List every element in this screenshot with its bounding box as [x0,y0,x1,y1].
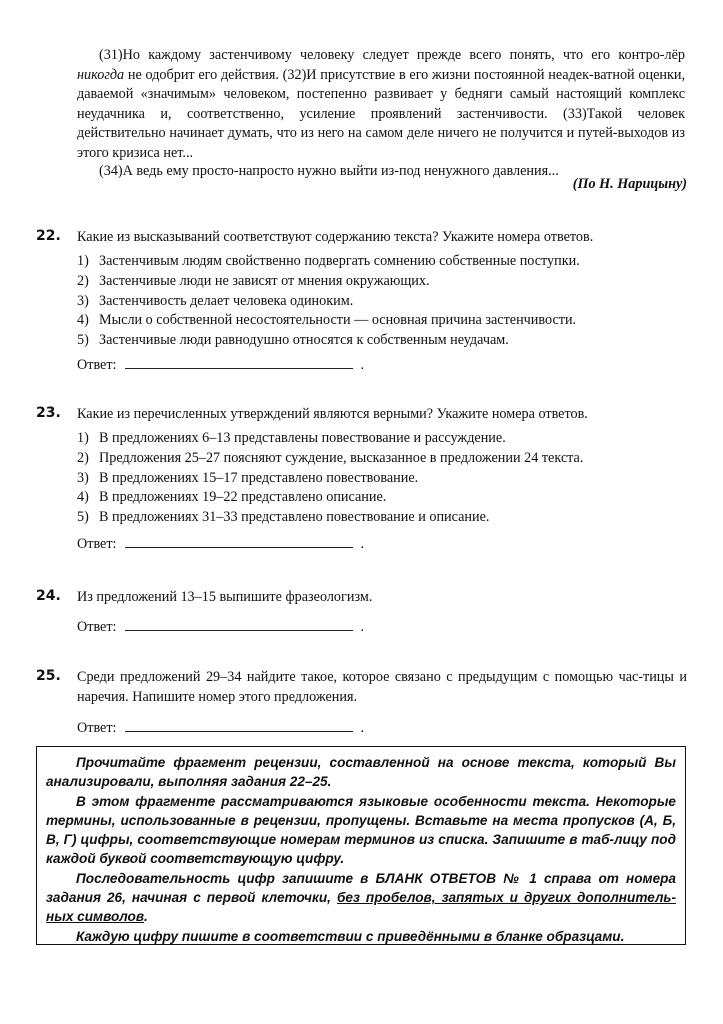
answer-row: Ответ: . [77,619,365,635]
passage-sentences-32-33: не одобрит его действия. (32)И присутствие в его жизни постоянной неадек-ватной оценки, даваемой «значимым» человеком, постепенно развивает у бедняги самый настоящий комплекс неудачника и, соответственно, усиление проявлений застенчивости. (33)Такой человек действительно начинает думать, что из него на самом деле ничего не получится и путей-выходов из этого кризиса нет... [77,66,685,161]
answer-field[interactable] [125,535,353,548]
answer-label: Ответ: [77,357,117,373]
answer-row: Ответ: . [77,720,365,736]
passage-sentence-31: (31)Но каждому застенчивому человеку следует прежде всего понять, что его контро-лёр [99,47,685,63]
instruction-paragraph: Каждую цифру пишите в соответствии с приведёнными в бланке образцами. [76,928,625,944]
task-number: 22. [36,228,61,244]
task-question: Какие из перечисленных утверждений являются верными? Укажите номера ответов. [77,406,588,422]
option-item: 1) В предложениях 6–13 представлены повествование и рассуждение. [77,430,506,446]
options-list [77,252,687,351]
option-item: 4) В предложениях 19–22 представлено описание. [77,489,387,506]
task-number: 24. [36,588,61,604]
instruction-box [36,746,686,945]
underlined-emphasis: без пробелов, запятых и других дополнитель-ных символов [46,890,677,925]
passage-text [77,46,685,163]
passage-sentence-34: (34)А ведь ему просто-напросто нужно выйти из-под ненужного давления... [99,163,559,179]
instruction-paragraph: Прочитайте фрагмент рецензии, составленной на основе текста, который Вы анализировали, выполняя задания 22–25. [46,755,676,790]
option-item: 2) Предложения 25–27 поясняют суждение, высказанное в предложении 24 текста. [77,449,584,466]
instruction-text [46,753,676,946]
option-item: 5) В предложениях 31–33 представлено повествование и описание. [77,509,490,526]
answer-field[interactable] [125,356,353,369]
option-item: 1) Застенчивым людям свойственно подвергать сомнению собственные поступки. [77,253,580,269]
answer-label: Ответ: [77,619,117,635]
option-item: 3) В предложениях 15–17 представлено повествование. [77,469,419,486]
option-item: 4) Мысли о собственной несостоятельности — основная причина застенчивости. [77,312,577,329]
options-list [77,429,687,528]
passage-author: (По Н. Нарицыну) [572,176,687,192]
answer-field[interactable] [125,719,353,732]
task-question: Из предложений 13–15 выпишите фразеологизм. [77,589,373,605]
answer-field[interactable] [125,618,353,631]
answer-label: Ответ: [77,536,117,552]
instruction-paragraph: В этом фрагменте рассматриваются языковые особенности текста. Некоторые термины, использованные в рецензии, пропущены. Вставьте на места пропусков (А, Б, В, Г) цифры, соответствующие номерам терминов из списка. Запишите в таб-лицу под каждой буквой соответствующую цифру. [46,793,676,867]
task-number: 25. [36,668,61,684]
emphasized-word: никогда [77,66,125,83]
option-item: 2) Застенчивые люди не зависят от мнения окружающих. [77,272,430,289]
answer-label: Ответ: [77,720,117,736]
task-question: Среди предложений 29–34 найдите такое, которое связано с предыдущим с помощью час-тицы и наречия. Напишите номер этого предложения. [77,669,687,705]
instruction-paragraph: Последовательность цифр запишите в БЛАНК ОТВЕТОВ № 1 справа от номера задания 26, начиная с первой клеточки, без пробелов, запятых и других дополнитель-ных символов. [46,870,677,925]
option-item: 5) Застенчивые люди равнодушно относятся к собственным неудачам. [77,332,509,349]
option-item: 3) Застенчивость делает человека одиноким. [77,292,354,309]
answer-row: Ответ: . [77,357,365,373]
task-number: 23. [36,405,61,421]
answer-row: Ответ: . [77,536,365,552]
task-question: Какие из высказываний соответствуют содержанию текста? Укажите номера ответов. [77,229,594,245]
